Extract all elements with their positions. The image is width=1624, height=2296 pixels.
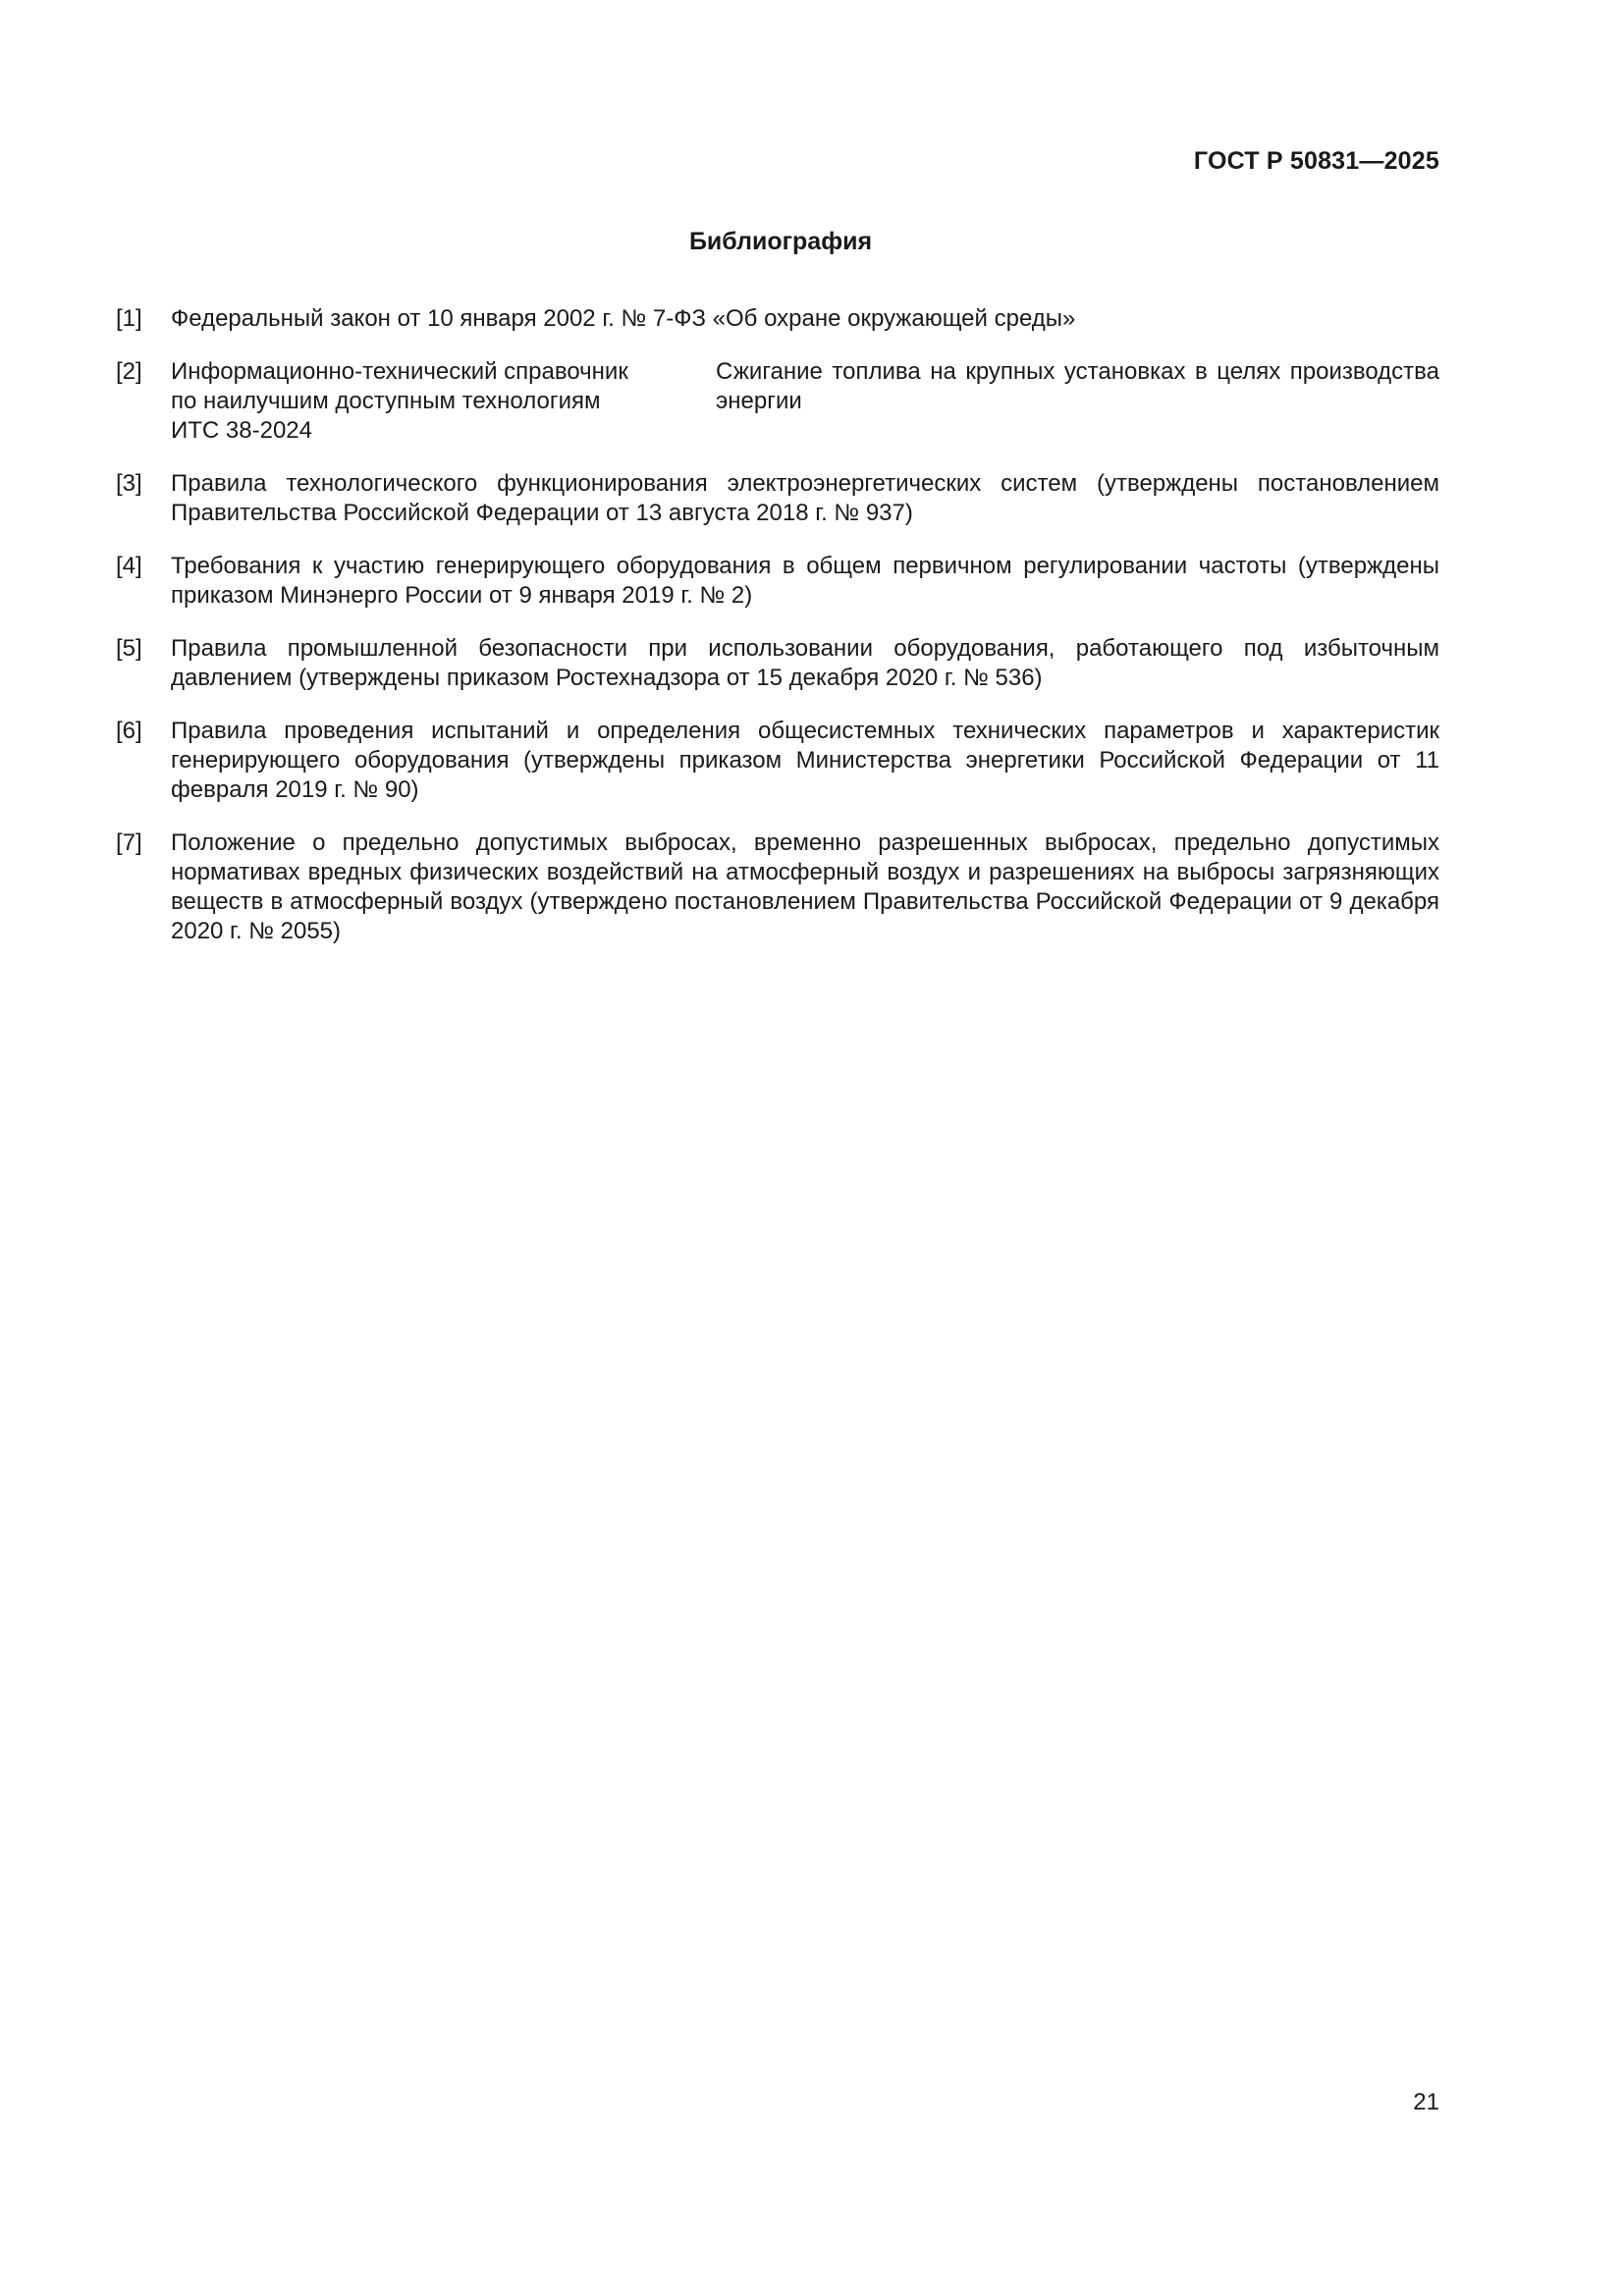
bibliography-item <box>116 717 1439 805</box>
bibliography-number: [3] <box>116 470 142 497</box>
bibliography-title: Сжигание топлива на крупных установках в целях производства энергии <box>716 358 1439 414</box>
bibliography-item <box>116 828 1439 946</box>
bibliography-text: Требования к участию генерирующего оборудования в общем первичном регулировании частоты (утверждены приказом Минэнерго России от 9 января 2019 г. № 2) <box>171 553 1439 609</box>
bibliography-number: [6] <box>116 718 142 744</box>
bibliography-text: Федеральный закон от 10 января 2002 г. № 7-ФЗ «Об охране окружающей среды» <box>171 305 1076 332</box>
bibliography-source-line: по наилучшим доступным технологиям <box>171 388 601 414</box>
bibliography-list <box>116 304 1439 970</box>
bibliography-number: [7] <box>116 829 142 856</box>
bibliography-item <box>116 357 1439 446</box>
bibliography-number: [2] <box>116 358 142 385</box>
bibliography-item <box>116 634 1439 693</box>
section-title: Библиография <box>688 228 873 255</box>
bibliography-text: Положение о предельно допустимых выбросах, временно разрешенных выбросах, предельно допустимых нормативах вредных физических воздействий на атмосферный воздух и разрешениях на выбросы загрязняющих веществ в атмосферный воздух (утверждено постановлением Правительства Российской Федерации от 9 декабря 2020 г. № 2055) <box>171 829 1439 944</box>
bibliography-number: [4] <box>116 553 142 579</box>
bibliography-text: Правила технологического функционирования электроэнергетических систем (утверждены постановлением Правительства Российской Федерации от 13 августа 2018 г. № 937) <box>171 470 1439 526</box>
bibliography-source-line: ИТС 38-2024 <box>171 417 312 444</box>
bibliography-source <box>171 357 716 446</box>
page-number: 21 <box>1413 2089 1439 2115</box>
bibliography-source-line: Информационно-технический справочник <box>171 358 628 385</box>
document-code: ГОСТ Р 50831—2025 <box>1193 147 1439 175</box>
bibliography-text: Правила промышленной безопасности при использовании оборудования, работающего под избыточным давлением (утверждены приказом Ростехнадзора от 15 декабря 2020 г. № 536) <box>171 635 1439 691</box>
bibliography-number: [1] <box>116 305 142 332</box>
bibliography-item <box>116 469 1439 528</box>
bibliography-item <box>116 304 1439 334</box>
bibliography-number: [5] <box>116 635 142 662</box>
bibliography-item <box>116 552 1439 611</box>
bibliography-text: Правила проведения испытаний и определения общесистемных технических параметров и характеристик генерирующего оборудования (утверждены приказом Министерства энергетики Российской Федерации от 11 февраля 2019 г. № 90) <box>171 718 1439 803</box>
